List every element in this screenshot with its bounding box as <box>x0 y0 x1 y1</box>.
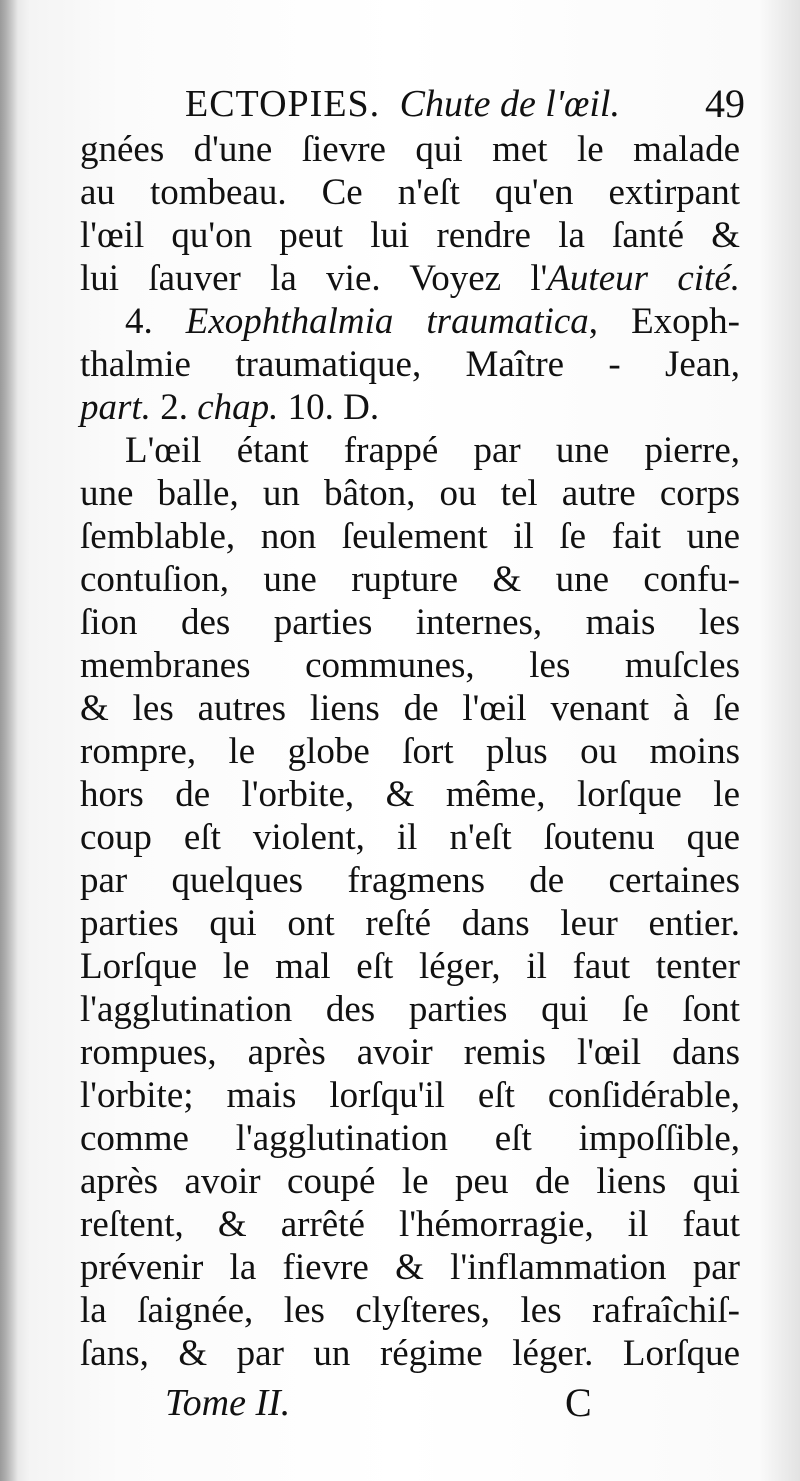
body-text <box>80 128 740 1375</box>
text-line: rompre, le globe ſort plus ou moins <box>80 731 740 772</box>
text-line: coup eſt violent, il n'eſt ſoutenu que <box>80 817 740 858</box>
text-line: prévenir la fievre & l'inflammation par <box>80 1247 740 1288</box>
text-line: ſans, & par un régime léger. Lorſque <box>80 1333 740 1374</box>
text-line: l'orbite; mais lorſqu'il eſt conſidérable, <box>80 1075 740 1116</box>
text-line: contuſion, une rupture & une confu- <box>80 559 740 600</box>
text-line: 4. Exophthalmia traumatica, Exoph- <box>125 301 740 342</box>
text-line: thalmie traumatique, Maître - Jean, <box>80 344 740 385</box>
gutter-shadow <box>0 0 18 1481</box>
text-line: l'agglutination des parties qui ſe ſont <box>80 989 740 1030</box>
text-line: ſemblable, non ſeulement il ſe fait une <box>80 516 740 557</box>
page-header <box>185 76 745 132</box>
text-line: lui ſauver la vie. Voyez l'Auteur cité. <box>80 258 741 299</box>
text-line: par quelques fragmens de certaines <box>80 860 740 901</box>
text-line: part. 2. chap. 10. D. <box>80 387 380 428</box>
text-line: comme l'agglutination eſt impoſſible, <box>80 1118 740 1159</box>
running-subtitle: Chute de l'œil. <box>399 83 620 125</box>
text-line: une balle, un bâton, ou tel autre corps <box>80 473 740 514</box>
page-footer <box>165 1378 615 1428</box>
page-number: 49 <box>705 81 745 126</box>
text-line: au tombeau. Ce n'eſt qu'en extirpant <box>80 172 740 213</box>
text-line: parties qui ont reſté dans leur entier. <box>80 903 740 944</box>
text-line: L'œil étant frappé par une pierre, <box>125 430 740 471</box>
text-line: reſtent, & arrêté l'hémorragie, il faut <box>80 1204 740 1245</box>
text-line: après avoir coupé le peu de liens qui <box>80 1161 740 1202</box>
signature-mark: C <box>565 1380 592 1425</box>
text-line: hors de l'orbite, & même, lorſque le <box>80 774 740 815</box>
text-line: & les autres liens de l'œil venant à ſe <box>80 688 740 729</box>
text-line: gnées d'une ſievre qui met le malade <box>80 129 740 170</box>
text-line: ſion des parties internes, mais les <box>80 602 740 643</box>
text-line: la ſaignée, les clyſteres, les rafraîchiſ- <box>80 1290 740 1331</box>
text-line: rompues, après avoir remis l'œil dans <box>80 1032 740 1073</box>
text-line: membranes communes, les muſcles <box>80 645 740 686</box>
text-line: Lorſque le mal eſt léger, il faut tenter <box>80 946 740 987</box>
volume-label: Tome II. <box>165 1382 291 1424</box>
text-line: l'œil qu'on peut lui rendre la ſanté & <box>80 215 740 256</box>
running-title: ECTOPIES. <box>185 83 381 125</box>
